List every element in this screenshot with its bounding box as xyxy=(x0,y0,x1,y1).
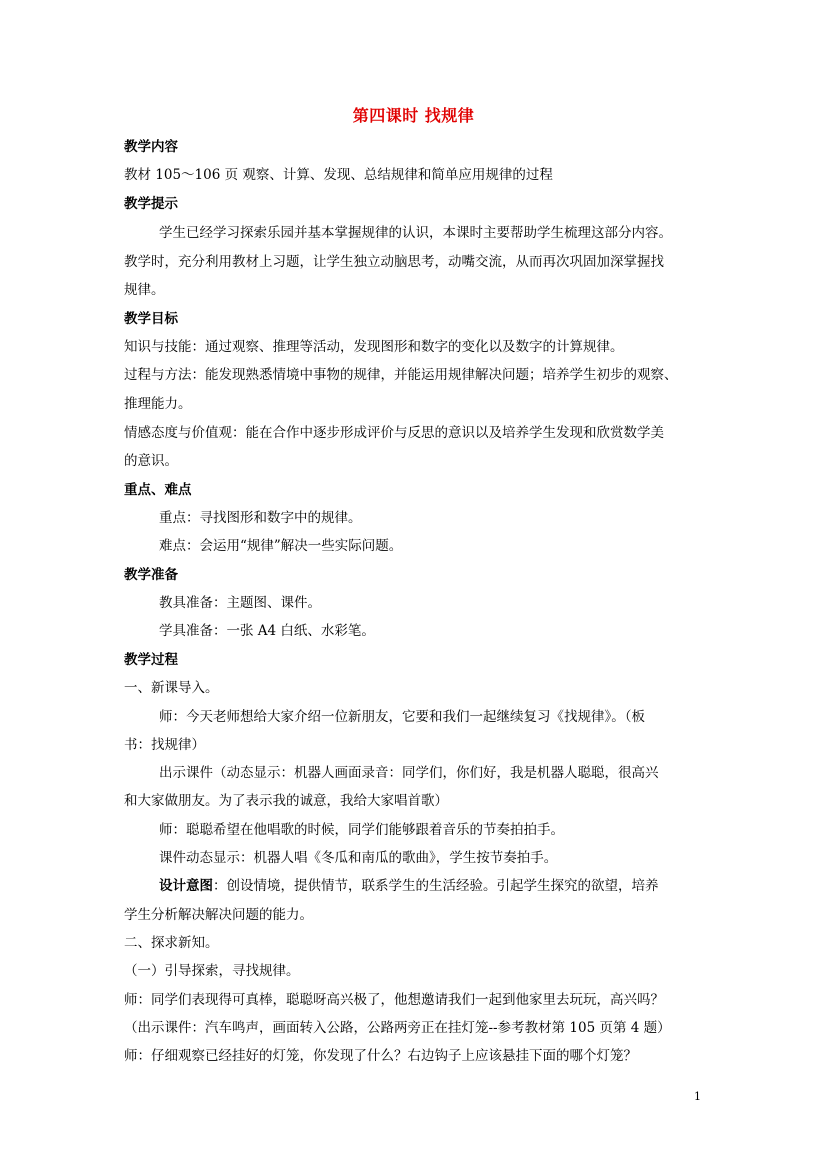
section-heading-goal: 教学目标 xyxy=(124,311,178,327)
design-intent-line xyxy=(159,877,659,895)
design-intent-label: 设计意图 xyxy=(159,878,213,894)
goal-line: 推理能力。 xyxy=(124,396,192,412)
explore-line: 二、探求新知。 xyxy=(124,935,219,951)
goal-line: 情感态度与价值观：能在合作中逐步形成评价与反思的意识以及培养学生发现和欣赏数学美 xyxy=(124,425,664,441)
section-heading-content: 教学内容 xyxy=(124,139,178,155)
process-line: 一、新课导入。 xyxy=(124,680,219,696)
content-text: 教材 105～106 页 观察、计算、发现、总结规律和简单应用规律的过程 xyxy=(124,167,553,183)
process-line: 书：找规律） xyxy=(124,737,205,753)
hint-line: 教学时，充分利用教材上习题，让学生独立动脑思考，动嘴交流，从而再次巩固加深掌握找 xyxy=(124,254,664,270)
explore-line: （一）引导探索，寻找规律。 xyxy=(124,963,300,979)
process-line: 课件动态显示：机器人唱《冬瓜和南瓜的歌曲》，学生按节奏拍手。 xyxy=(159,850,558,866)
key-line: 重点：寻找图形和数字中的规律。 xyxy=(159,510,362,526)
section-heading-key: 重点、难点 xyxy=(124,482,192,498)
goal-line: 的意识。 xyxy=(124,453,178,469)
section-heading-process: 教学过程 xyxy=(124,652,178,668)
page-number: 1 xyxy=(694,1090,701,1103)
page-title: 第四课时 找规律 xyxy=(352,106,475,125)
key-line: 难点：会运用“规律”解决一些实际问题。 xyxy=(159,538,403,554)
prep-line: 学具准备：一张 A4 白纸、水彩笔。 xyxy=(159,623,375,639)
process-line: 师：聪聪希望在他唱歌的时候，同学们能够跟着音乐的节奏拍拍手。 xyxy=(159,822,564,838)
process-line: 和大家做朋友。为了表示我的诚意，我给大家唱首歌） xyxy=(124,793,448,809)
section-heading-hint: 教学提示 xyxy=(124,196,178,212)
explore-line: 师：仔细观察已经挂好的灯笼，你发现了什么？右边钩子上应该悬挂下面的哪个灯笼？ xyxy=(124,1048,637,1064)
process-line: 出示课件（动态显示：机器人画面录音：同学们，你们好，我是机器人聪聪，很高兴 xyxy=(159,765,659,781)
goal-line: 过程与方法：能发现熟悉情境中事物的规律，并能运用规律解决问题；培养学生初步的观察、 xyxy=(124,367,678,383)
hint-line: 规律。 xyxy=(124,282,165,298)
prep-line: 教具准备：主题图、课件。 xyxy=(159,595,321,611)
explore-line: 师：同学们表现得可真棒，聪聪呀高兴极了，他想邀请我们一起到他家里去玩玩，高兴吗？ xyxy=(124,992,664,1008)
section-heading-prep: 教学准备 xyxy=(124,567,178,583)
process-line: 师：今天老师想给大家介绍一位新朋友，它要和我们一起继续复习《找规律》。（板 xyxy=(159,709,645,725)
design-intent-line: 学生分析解决解决问题的能力。 xyxy=(124,907,313,923)
goal-line: 知识与技能：通过观察、推理等活动，发现图形和数字的变化以及数字的计算规律。 xyxy=(124,339,624,355)
design-intent-text: ：创设情境，提供情节，联系学生的生活经验。引起学生探究的欲望，培养 xyxy=(213,878,659,894)
explore-line: （出示课件：汽车鸣声，画面转入公路，公路两旁正在挂灯笼--参考教材第 105 页第 4 题） xyxy=(124,1020,671,1036)
hint-line: 学生已经学习探索乐园并基本掌握规律的认识，本课时主要帮助学生梳理这部分内容。 xyxy=(159,225,672,241)
